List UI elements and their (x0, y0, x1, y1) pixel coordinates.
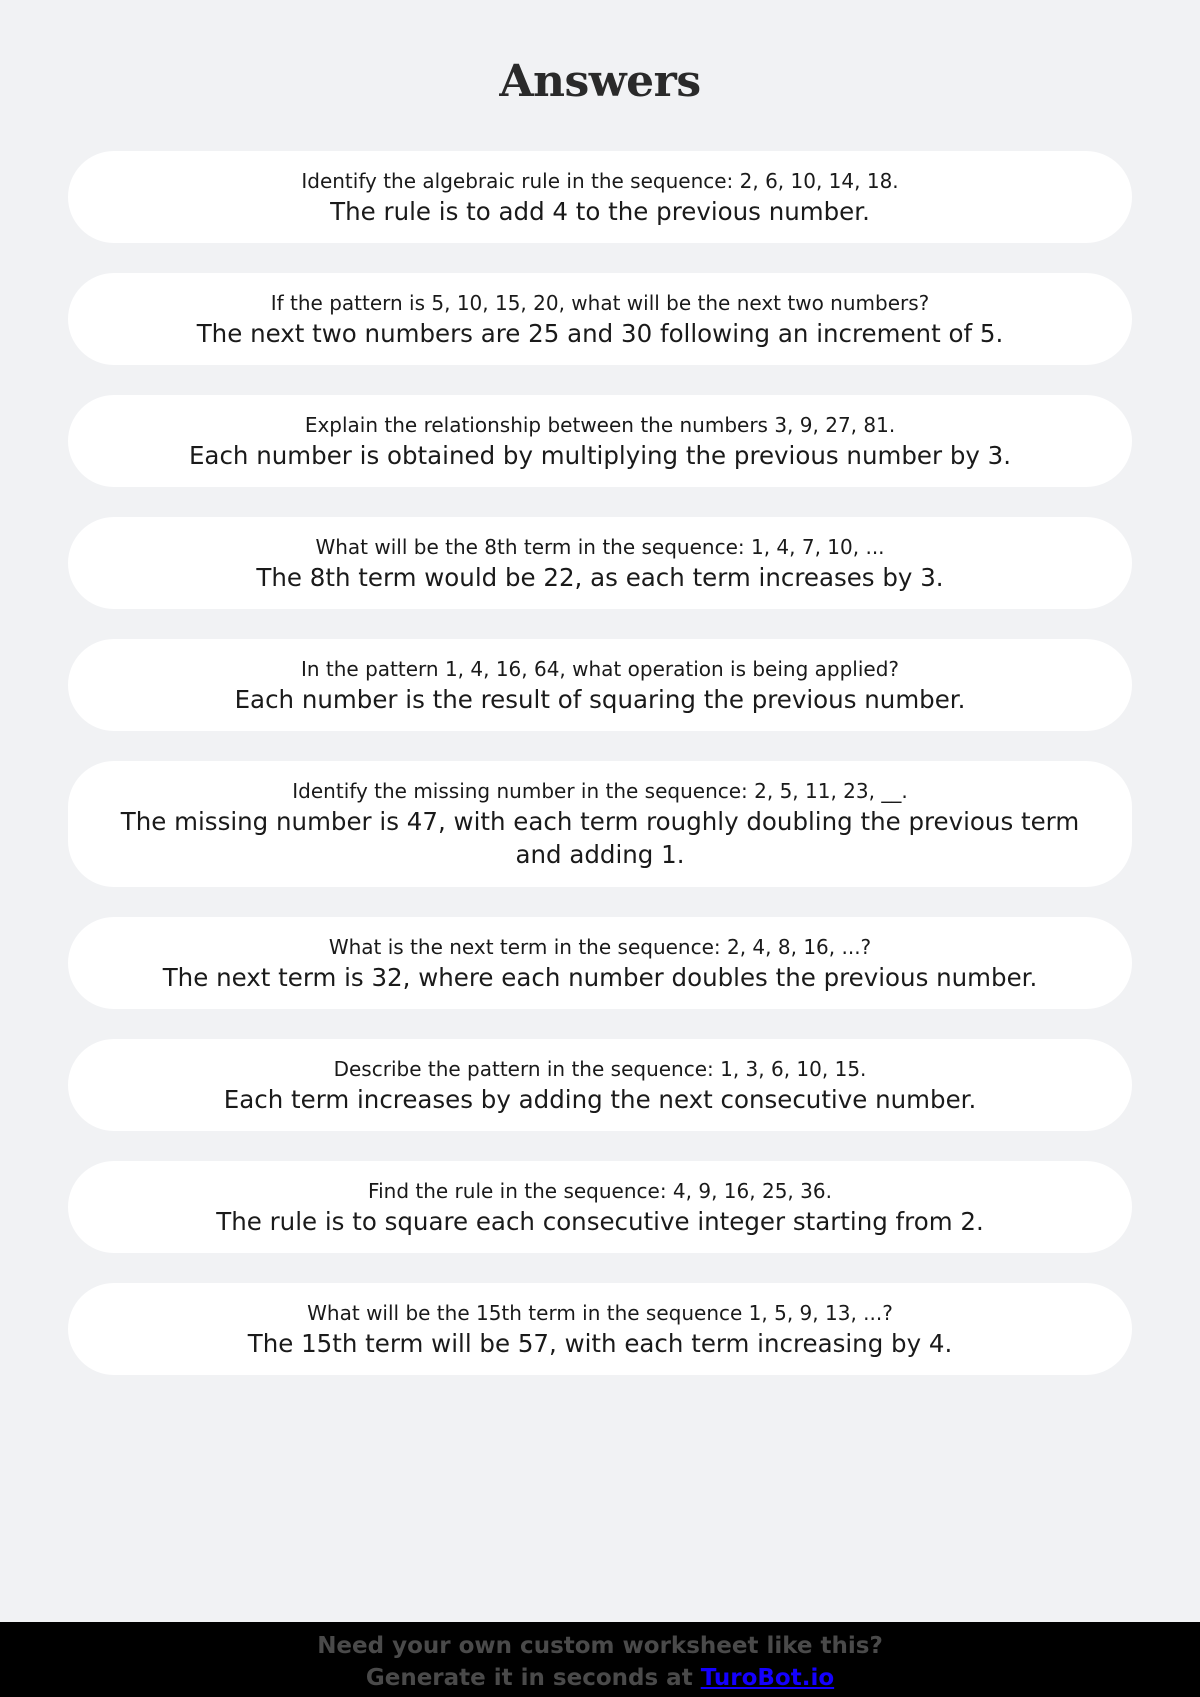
answer-text: The next two numbers are 25 and 30 following an increment of 5. (196, 318, 1004, 348)
footer-line-1: Need your own custom worksheet like this? (317, 1633, 883, 1659)
answer-text: Each term increases by adding the next consecutive number. (223, 1084, 977, 1114)
answer-text: The next term is 32, where each number doubles the previous number. (162, 962, 1038, 992)
question-text: Identify the algebraic rule in the sequence: 2, 6, 10, 14, 18. (301, 168, 899, 193)
answer-card-9 (68, 1161, 1132, 1253)
answer-text: The missing number is 47, with each term roughly doubling the previous term and adding 1. (120, 807, 1080, 869)
answer-card-10 (68, 1283, 1132, 1375)
turobot-link[interactable]: TuroBot.io (700, 1665, 835, 1691)
answer-card-6 (68, 761, 1132, 887)
question-text: Explain the relationship between the numbers 3, 9, 27, 81. (304, 412, 896, 437)
answer-card-3 (68, 395, 1132, 487)
answer-text: The 15th term will be 57, with each term increasing by 4. (247, 1328, 953, 1358)
question-text: If the pattern is 5, 10, 15, 20, what will be the next two numbers? (270, 290, 930, 315)
footer-line-2-prefix: Generate it in seconds at (365, 1665, 701, 1691)
answer-text: The rule is to add 4 to the previous number. (330, 196, 870, 226)
answer-card-4 (68, 517, 1132, 609)
question-text: What will be the 15th term in the sequence 1, 5, 9, 13, ...? (307, 1300, 893, 1325)
answer-card-5 (68, 639, 1132, 731)
question-text: In the pattern 1, 4, 16, 64, what operation is being applied? (300, 656, 900, 681)
question-text: Describe the pattern in the sequence: 1, 3, 6, 10, 15. (333, 1056, 867, 1081)
footer-line-2 (0, 1662, 1200, 1694)
promo-footer (0, 1622, 1200, 1697)
question-text: What is the next term in the sequence: 2, 4, 8, 16, ...? (328, 934, 872, 959)
answer-card-8 (68, 1039, 1132, 1131)
question-text: Identify the missing number in the sequence: 2, 5, 11, 23, __. (292, 779, 908, 803)
answer-card-2 (68, 273, 1132, 365)
answer-card-1 (68, 151, 1132, 243)
answer-text: The 8th term would be 22, as each term increases by 3. (256, 562, 944, 592)
question-text: Find the rule in the sequence: 4, 9, 16, 25, 36. (368, 1178, 832, 1203)
page-title: Answers (499, 56, 701, 107)
answer-text: Each number is the result of squaring the previous number. (234, 684, 966, 714)
answer-card-7 (68, 917, 1132, 1009)
answer-text: Each number is obtained by multiplying the previous number by 3. (188, 440, 1012, 470)
question-text: What will be the 8th term in the sequence: 1, 4, 7, 10, ... (315, 534, 885, 559)
answer-text: The rule is to square each consecutive integer starting from 2. (216, 1206, 984, 1236)
